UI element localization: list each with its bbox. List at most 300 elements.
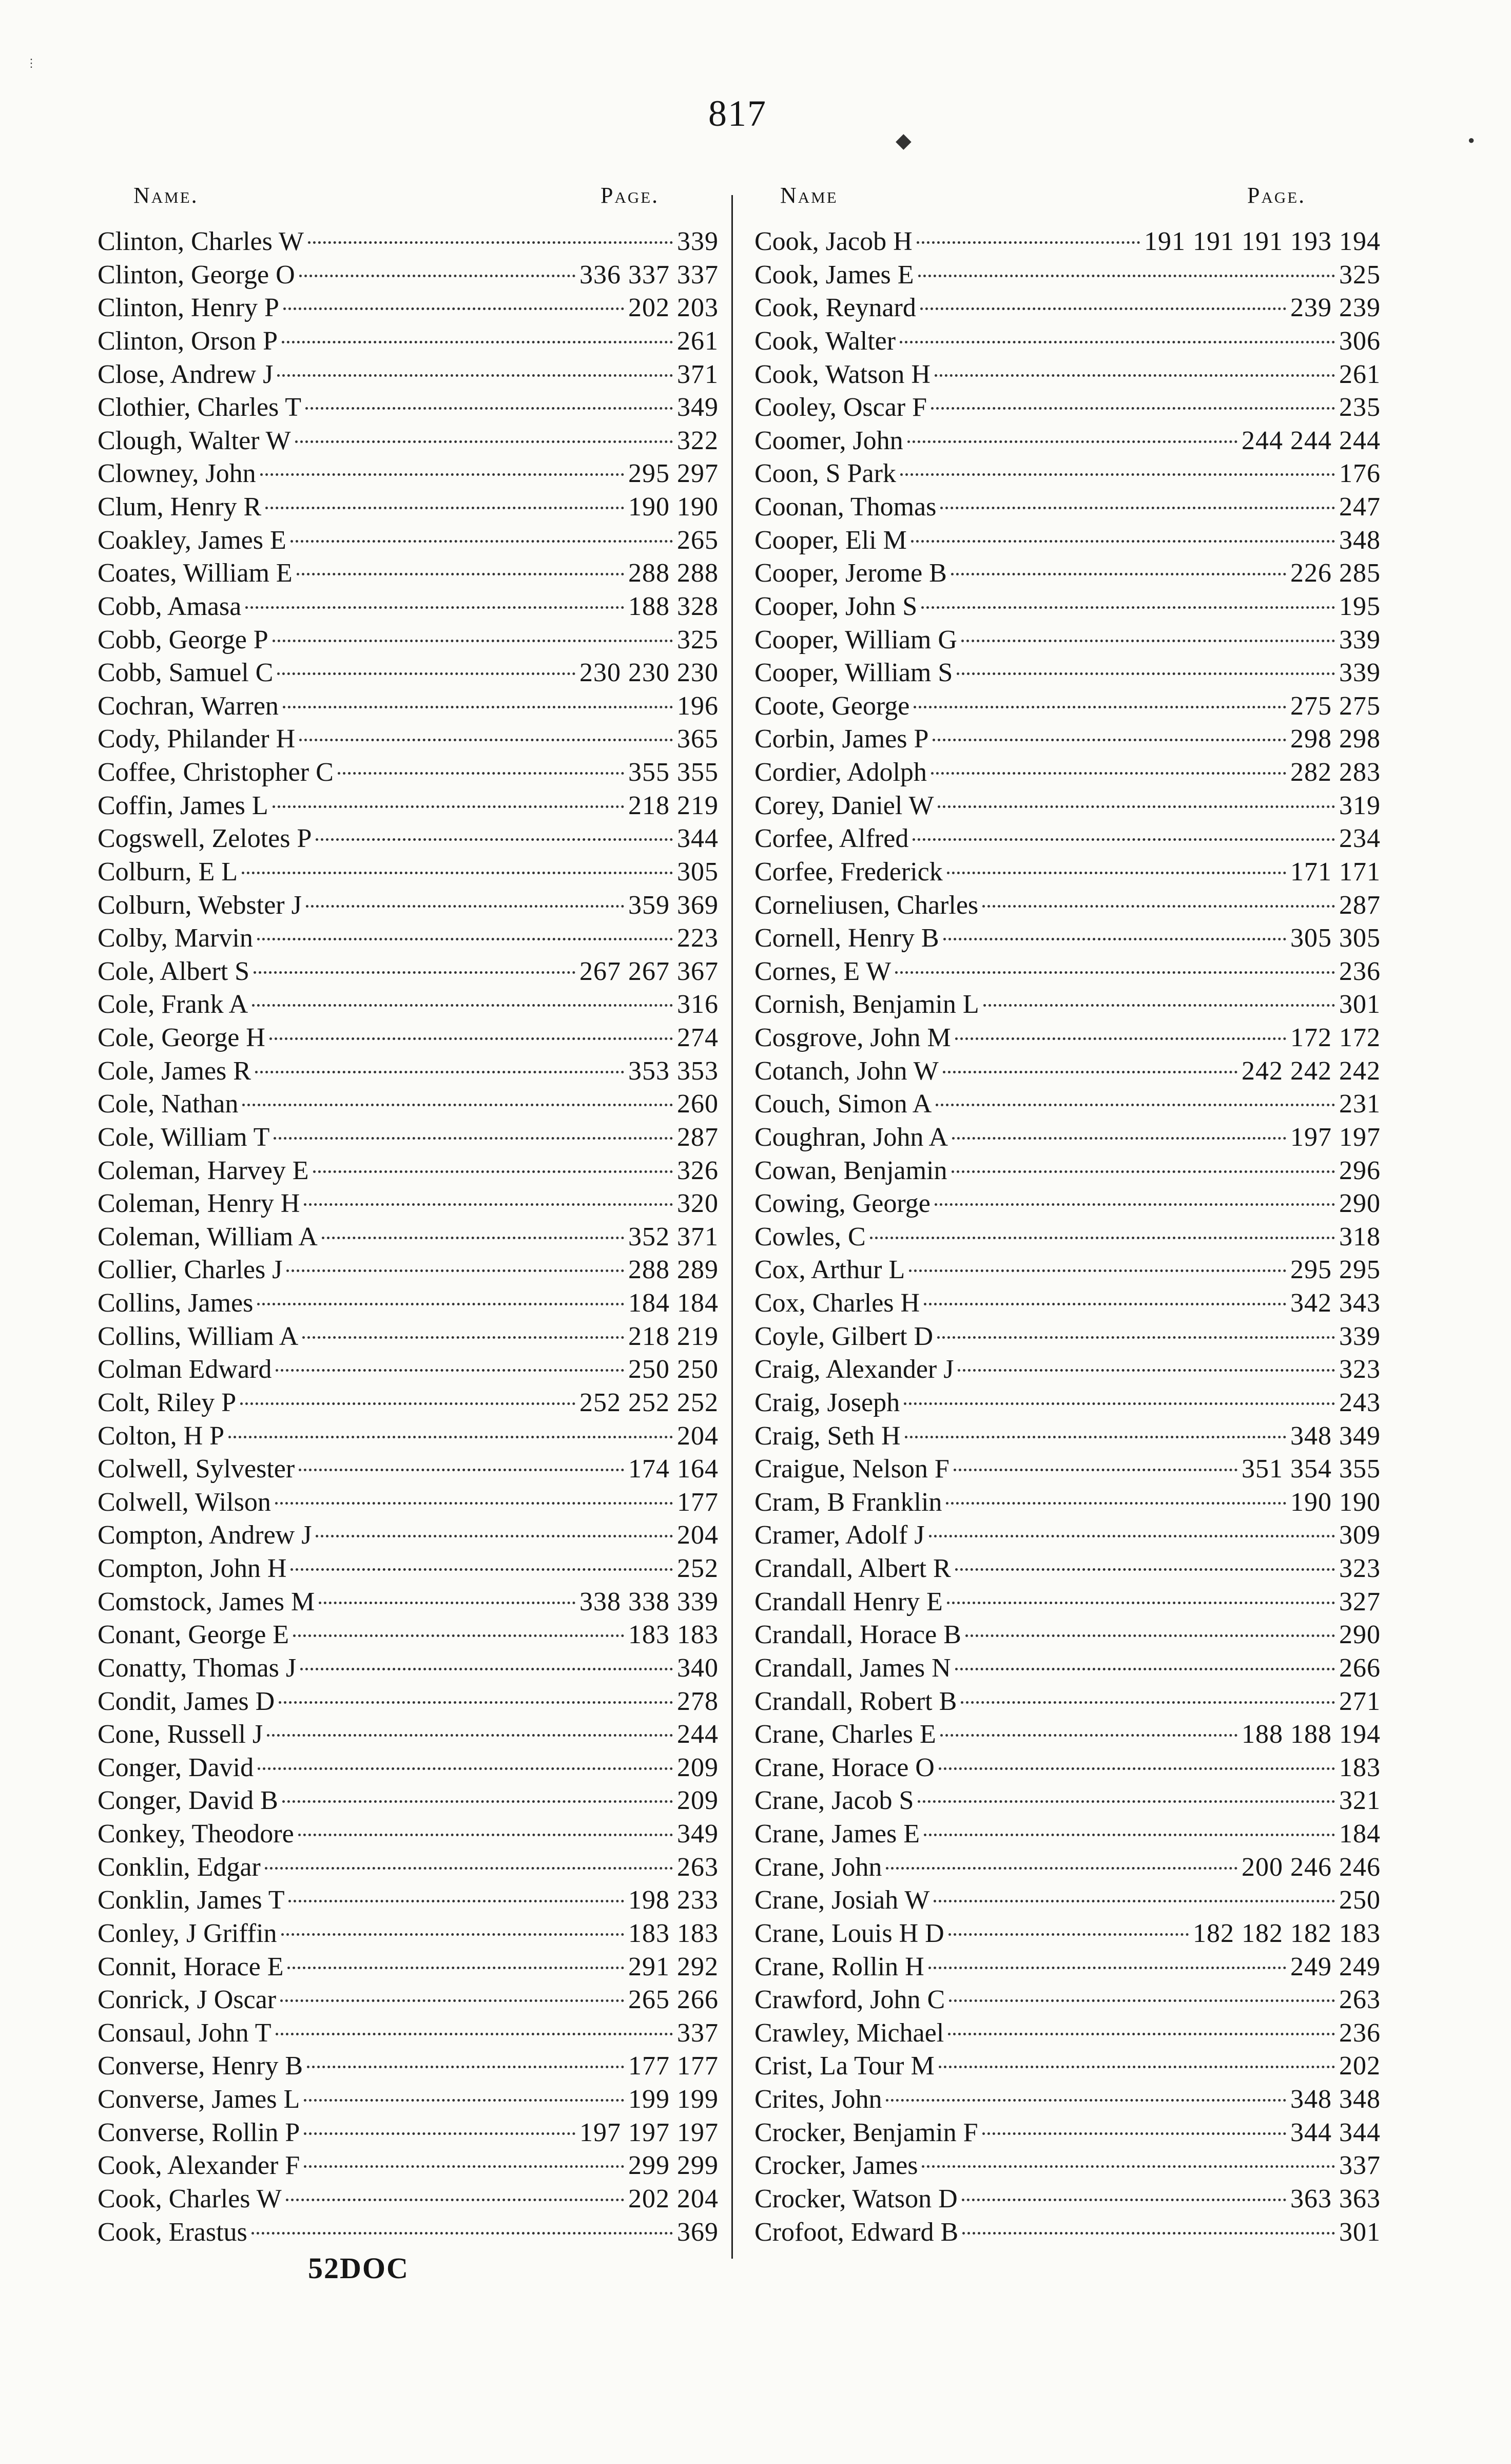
index-entry: [754, 1453, 1381, 1485]
dot-leader: [273, 640, 673, 642]
dot-leader: [273, 805, 624, 808]
dot-leader: [316, 1535, 673, 1537]
entry-pages: 260: [677, 1089, 719, 1119]
dot-leader: [943, 1071, 1237, 1073]
entry-name: Craigue, Nelson F: [754, 1454, 950, 1484]
index-entry: [98, 1984, 719, 2016]
entry-pages: 204: [677, 1421, 719, 1451]
entry-name: Couch, Simon A: [754, 1089, 932, 1119]
entry-pages: 319: [1339, 791, 1381, 820]
entry-name: Coates, William E: [98, 559, 293, 588]
index-entry: [98, 1686, 719, 1718]
dot-leader: [276, 1369, 624, 1372]
entry-pages: 191 191 191 193 194: [1144, 227, 1381, 256]
dot-leader: [255, 1071, 624, 1073]
dot-leader: [280, 1999, 624, 2002]
dot-leader: [277, 672, 575, 675]
entry-name: Craig, Alexander J: [754, 1355, 954, 1384]
entry-pages: 306: [1339, 326, 1381, 356]
index-entry: [98, 292, 719, 324]
entry-pages: 340: [677, 1653, 719, 1683]
entry-name: Coughran, John A: [754, 1122, 948, 1152]
entry-name: Cotanch, John W: [754, 1056, 939, 1086]
index-entry: [98, 1852, 719, 1883]
index-entry: [98, 624, 719, 656]
dot-leader: [922, 2165, 1335, 2168]
entry-pages: 176: [1339, 459, 1381, 489]
entry-name: Connit, Horace E: [98, 1952, 284, 1981]
index-entry: [98, 2017, 719, 2049]
index-entry: [98, 458, 719, 490]
entry-pages: 339: [1339, 658, 1381, 688]
entry-pages: 223: [677, 923, 719, 953]
dot-leader: [252, 1004, 673, 1007]
dot-leader: [295, 440, 673, 443]
entry-name: Clough, Walter W: [98, 426, 291, 455]
dot-leader: [933, 739, 1286, 741]
dot-leader: [935, 374, 1335, 377]
dot-leader: [935, 1203, 1335, 1206]
entry-name: Close, Andrew J: [98, 359, 274, 389]
right-page-header: Page.: [1247, 183, 1306, 208]
dot-leader: [914, 706, 1286, 708]
index-entry: [98, 757, 719, 788]
entry-name: Collins, William A: [98, 1321, 299, 1351]
dot-leader: [316, 838, 673, 841]
dot-leader: [957, 672, 1335, 675]
entry-name: Crocker, James: [754, 2151, 918, 2181]
entry-pages: 353 353: [628, 1056, 719, 1086]
entry-pages: 337: [1339, 2151, 1381, 2181]
index-entry: [754, 1088, 1381, 1120]
index-entry: [754, 1122, 1381, 1153]
index-entry: [98, 1221, 719, 1253]
dot-leader: [895, 971, 1335, 974]
index-entry: [754, 1686, 1381, 1718]
dot-leader: [282, 1800, 673, 1803]
index-entry: [754, 2050, 1381, 2082]
index-entry: [98, 1354, 719, 1385]
index-entry: [754, 2084, 1381, 2115]
dot-leader: [962, 2232, 1335, 2235]
index-entry: [98, 1553, 719, 1585]
entry-name: Crane, Louis H D: [754, 1918, 944, 1948]
dot-leader: [983, 1004, 1335, 1007]
index-entry: [98, 2150, 719, 2182]
footer-signature: 52DOC: [308, 2251, 409, 2285]
dot-leader: [947, 1602, 1335, 1604]
index-entry: [98, 1519, 719, 1551]
entry-pages: 305 305: [1290, 923, 1381, 953]
dot-leader: [949, 1999, 1335, 2002]
dot-leader: [948, 2033, 1335, 2035]
index-entry: [754, 657, 1381, 689]
entry-name: Crandall, Albert R: [754, 1554, 951, 1583]
entry-name: Cooper, William S: [754, 658, 953, 688]
dot-leader: [900, 473, 1335, 476]
dot-leader: [254, 971, 575, 974]
entry-pages: 172 172: [1290, 1023, 1381, 1052]
dot-leader: [905, 1436, 1286, 1438]
entry-pages: 342 343: [1290, 1288, 1381, 1318]
index-entry: [754, 1984, 1381, 2016]
index-entry: [754, 591, 1381, 623]
dot-leader: [961, 640, 1335, 642]
entry-pages: 202: [1339, 2051, 1381, 2081]
dot-leader: [951, 573, 1286, 575]
index-entry: [98, 956, 719, 988]
entry-name: Clothier, Charles T: [98, 393, 302, 422]
entry-pages: 183: [1339, 1753, 1381, 1782]
entry-pages: 218 219: [628, 1321, 719, 1351]
dot-leader: [281, 1933, 624, 1936]
entry-name: Cooper, Jerome B: [754, 559, 947, 588]
entry-name: Cosgrove, John M: [754, 1023, 951, 1052]
entry-pages: 301: [1339, 2217, 1381, 2247]
entry-name: Clinton, Charles W: [98, 227, 304, 256]
index-entry: [98, 1951, 719, 1983]
dot-leader: [265, 1867, 673, 1870]
entry-name: Crane, Josiah W: [754, 1885, 930, 1915]
dot-leader: [269, 1037, 673, 1040]
dot-leader: [277, 374, 673, 377]
entry-pages: 195: [1339, 591, 1381, 621]
index-entry: [98, 1619, 719, 1651]
index-entry: [98, 1055, 719, 1087]
index-entry: [98, 1884, 719, 1916]
entry-name: Cramer, Adolf J: [754, 1520, 925, 1550]
index-entry: [754, 1652, 1381, 1684]
index-entry: [98, 1022, 719, 1054]
dot-leader: [931, 407, 1335, 410]
entry-pages: 339: [1339, 1321, 1381, 1351]
dot-leader: [286, 1269, 624, 1272]
dot-leader: [920, 307, 1286, 310]
dot-leader: [297, 573, 624, 575]
index-entry: [754, 557, 1381, 589]
dot-leader: [287, 1967, 624, 1969]
entry-name: Cobb, Samuel C: [98, 658, 274, 688]
index-entry: [754, 1221, 1381, 1253]
dot-leader: [940, 1734, 1237, 1737]
entry-pages: 231: [1339, 1089, 1381, 1119]
dot-leader: [937, 1336, 1335, 1339]
entry-name: Compton, John H: [98, 1554, 287, 1583]
index-entry: [754, 2117, 1381, 2149]
dot-leader: [936, 1104, 1335, 1106]
index-entry: [754, 359, 1381, 391]
index-entry: [754, 1487, 1381, 1518]
index-entry: [754, 956, 1381, 988]
entry-name: Clinton, Henry P: [98, 293, 279, 323]
index-entry: [98, 359, 719, 391]
entry-name: Compton, Andrew J: [98, 1520, 312, 1550]
entry-pages: 190 190: [628, 492, 719, 522]
entry-name: Converse, James L: [98, 2085, 300, 2114]
entry-pages: 230 230 230: [579, 658, 719, 688]
entry-pages: 235: [1339, 393, 1381, 422]
entry-pages: 352 371: [628, 1222, 719, 1252]
entry-name: Colman Edward: [98, 1355, 272, 1384]
entry-name: Crocker, Watson D: [754, 2184, 958, 2213]
entry-pages: 271: [1339, 1686, 1381, 1716]
entry-name: Cooley, Oscar F: [754, 393, 927, 422]
entry-name: Cornish, Benjamin L: [754, 990, 979, 1019]
index-entry: [754, 1188, 1381, 1220]
entry-pages: 295 297: [628, 459, 719, 489]
entry-pages: 171 171: [1290, 857, 1381, 887]
index-entry: [98, 1287, 719, 1319]
entry-name: Cordier, Adolph: [754, 758, 927, 787]
index-entry: [98, 491, 719, 523]
dot-leader: [313, 1170, 673, 1173]
entry-name: Cook, Walter: [754, 326, 896, 356]
index-entry: [754, 2217, 1381, 2248]
entry-name: Crawford, John C: [754, 1985, 945, 2015]
dot-leader: [921, 606, 1335, 609]
entry-pages: 244 244 244: [1242, 426, 1381, 455]
entry-name: Conrick, J Oscar: [98, 1985, 277, 2015]
entry-name: Coomer, John: [754, 426, 903, 455]
entry-pages: 365: [677, 724, 719, 754]
entry-name: Cook, Reynard: [754, 293, 916, 323]
entry-pages: 274: [677, 1023, 719, 1052]
dot-leader: [304, 2165, 624, 2168]
index-entry: [754, 392, 1381, 424]
entry-pages: 250 250: [628, 1355, 719, 1384]
index-entry: [754, 1719, 1381, 1750]
entry-name: Cooper, William G: [754, 625, 957, 654]
dot-leader: [290, 1568, 673, 1571]
entry-name: Colwell, Wilson: [98, 1487, 271, 1517]
index-entry: [98, 2084, 719, 2115]
entry-pages: 209: [677, 1753, 719, 1782]
entry-pages: 261: [1339, 359, 1381, 389]
dot-leader: [283, 706, 673, 708]
index-entry: [754, 491, 1381, 523]
entry-pages: 299 299: [628, 2151, 719, 2181]
dot-leader: [299, 275, 575, 277]
entry-name: Conatty, Thomas J: [98, 1653, 297, 1683]
index-entry: [754, 1022, 1381, 1054]
index-entry: [98, 525, 719, 556]
entry-name: Crandall, Horace B: [754, 1620, 961, 1650]
dot-leader: [257, 1303, 624, 1305]
dot-leader: [965, 1634, 1335, 1637]
entry-pages: 327: [1339, 1587, 1381, 1616]
dot-leader: [290, 540, 673, 543]
dot-leader: [245, 606, 624, 609]
dot-leader: [242, 1104, 673, 1106]
entry-name: Cole, Nathan: [98, 1089, 239, 1119]
index-entry: [754, 2183, 1381, 2215]
dot-leader: [948, 1933, 1189, 1936]
dot-leader: [938, 805, 1335, 808]
index-entry: [98, 1188, 719, 1220]
index-entry: [754, 757, 1381, 788]
entry-pages: 247: [1339, 492, 1381, 522]
entry-pages: 348 348: [1290, 2085, 1381, 2114]
entry-name: Clinton, Orson P: [98, 326, 278, 356]
index-entry: [754, 525, 1381, 556]
index-entry: [98, 790, 719, 822]
column-divider: [731, 195, 733, 2259]
dot-leader: [924, 1834, 1335, 1836]
entry-name: Clinton, George O: [98, 260, 295, 290]
entry-pages: 198 233: [628, 1885, 719, 1915]
entry-pages: 183 183: [628, 1620, 719, 1650]
entry-name: Collins, James: [98, 1288, 254, 1318]
entry-name: Cook, James E: [754, 260, 914, 290]
entry-name: Cornell, Henry B: [754, 923, 939, 953]
dot-leader: [257, 938, 673, 940]
index-entry: [754, 1354, 1381, 1385]
index-entry: [98, 1254, 719, 1286]
decorative-mark: ●: [1468, 133, 1475, 146]
entry-pages: 309: [1339, 1520, 1381, 1550]
dot-leader: [946, 1502, 1286, 1505]
dot-leader: [275, 1502, 673, 1505]
entry-pages: 261: [677, 326, 719, 356]
entry-pages: 267 267 367: [579, 956, 719, 986]
index-entry: [754, 1918, 1381, 1950]
entry-name: Corfee, Frederick: [754, 857, 943, 887]
dot-leader: [304, 2132, 575, 2135]
index-entry: [754, 1818, 1381, 1850]
page-number: 817: [708, 93, 767, 134]
entry-pages: 349: [677, 393, 719, 422]
index-entry: [98, 226, 719, 258]
index-entry: [754, 1785, 1381, 1817]
index-entry: [754, 890, 1381, 921]
entry-pages: 321: [1339, 1786, 1381, 1816]
entry-pages: 301: [1339, 990, 1381, 1019]
entry-name: Coleman, Henry H: [98, 1189, 300, 1219]
entry-pages: 344: [677, 824, 719, 854]
dot-leader: [279, 1701, 673, 1704]
index-entry: [98, 890, 719, 921]
dot-leader: [258, 1767, 673, 1770]
index-entry: [98, 1420, 719, 1452]
index-entry: [754, 1586, 1381, 1618]
index-entry: [98, 259, 719, 291]
dot-leader: [274, 1137, 673, 1140]
decorative-mark: ◆: [896, 129, 912, 152]
entry-name: Cox, Charles H: [754, 1288, 920, 1318]
entry-name: Consaul, John T: [98, 2018, 272, 2048]
entry-pages: 338 338 339: [579, 1587, 719, 1616]
dot-leader: [322, 1237, 624, 1239]
dot-leader: [293, 1634, 624, 1637]
entry-name: Corey, Daniel W: [754, 791, 934, 820]
dot-leader: [338, 772, 624, 775]
entry-name: Cooper, John S: [754, 591, 918, 621]
entry-pages: 250: [1339, 1885, 1381, 1915]
entry-pages: 320: [677, 1189, 719, 1219]
index-entry: [754, 922, 1381, 954]
dot-leader: [242, 872, 673, 874]
dot-leader: [319, 1602, 575, 1604]
entry-name: Conley, J Griffin: [98, 1918, 277, 1948]
entry-name: Corbin, James P: [754, 724, 929, 754]
index-entry: [98, 1818, 719, 1850]
dot-leader: [940, 507, 1335, 509]
dot-leader: [886, 1867, 1237, 1870]
entry-name: Cowing, George: [754, 1189, 931, 1219]
dot-leader: [954, 1469, 1237, 1471]
entry-name: Cook, Charles W: [98, 2184, 282, 2213]
index-entry: [754, 1884, 1381, 1916]
dot-leader: [306, 905, 624, 908]
dot-leader: [302, 1336, 624, 1339]
entry-pages: 351 354 355: [1242, 1454, 1381, 1484]
dot-leader: [909, 1269, 1286, 1272]
entry-name: Crane, James E: [754, 1819, 920, 1849]
entry-name: Cook, Jacob H: [754, 227, 913, 256]
entry-pages: 348 349: [1290, 1421, 1381, 1451]
index-entry: [754, 259, 1381, 291]
entry-pages: 202 203: [628, 293, 719, 323]
index-entry: [754, 292, 1381, 324]
index-entry: [98, 1088, 719, 1120]
entry-name: Crist, La Tour M: [754, 2051, 935, 2081]
index-entry: [98, 557, 719, 589]
index-entry: [754, 624, 1381, 656]
entry-pages: 336 337 337: [579, 260, 719, 290]
dot-leader: [955, 1568, 1335, 1571]
entry-name: Colt, Riley P: [98, 1388, 237, 1417]
index-entry: [754, 2017, 1381, 2049]
entry-pages: 239 239: [1290, 293, 1381, 323]
entry-name: Cochran, Warren: [98, 691, 279, 721]
dot-leader: [913, 838, 1335, 841]
entry-name: Cone, Russell J: [98, 1720, 263, 1749]
entry-name: Converse, Henry B: [98, 2051, 303, 2081]
dot-leader: [918, 275, 1335, 277]
entry-pages: 266: [1339, 1653, 1381, 1683]
entry-pages: 190 190: [1290, 1487, 1381, 1517]
entry-name: Cole, James R: [98, 1056, 251, 1086]
dot-leader: [260, 473, 624, 476]
dot-leader: [251, 2232, 673, 2235]
entry-name: Colburn, E L: [98, 857, 238, 887]
entry-name: Coon, S Park: [754, 459, 896, 489]
entry-name: Crawley, Michael: [754, 2018, 944, 2048]
index-entry: [98, 1122, 719, 1153]
index-entry: [754, 823, 1381, 855]
entry-name: Colby, Marvin: [98, 923, 253, 953]
dot-leader: [870, 1237, 1335, 1239]
entry-name: Coakley, James E: [98, 525, 286, 555]
index-entry: [754, 1420, 1381, 1452]
entry-name: Coyle, Gilbert D: [754, 1321, 934, 1351]
entry-pages: 183 183: [628, 1918, 719, 1948]
entry-name: Crofoot, Edward B: [754, 2217, 959, 2247]
entry-pages: 278: [677, 1686, 719, 1716]
dot-leader: [911, 540, 1335, 543]
entry-pages: 287: [677, 1122, 719, 1152]
entry-name: Cole, George H: [98, 1023, 265, 1052]
entry-name: Cook, Alexander F: [98, 2151, 300, 2181]
dot-leader: [228, 1436, 673, 1438]
dot-leader: [958, 1369, 1335, 1372]
entry-pages: 204: [677, 1520, 719, 1550]
right-index-column: [754, 226, 1381, 2248]
entry-name: Crane, Horace O: [754, 1753, 935, 1782]
index-entry: [754, 1553, 1381, 1585]
entry-pages: 323: [1339, 1554, 1381, 1583]
dot-leader: [276, 2033, 673, 2035]
